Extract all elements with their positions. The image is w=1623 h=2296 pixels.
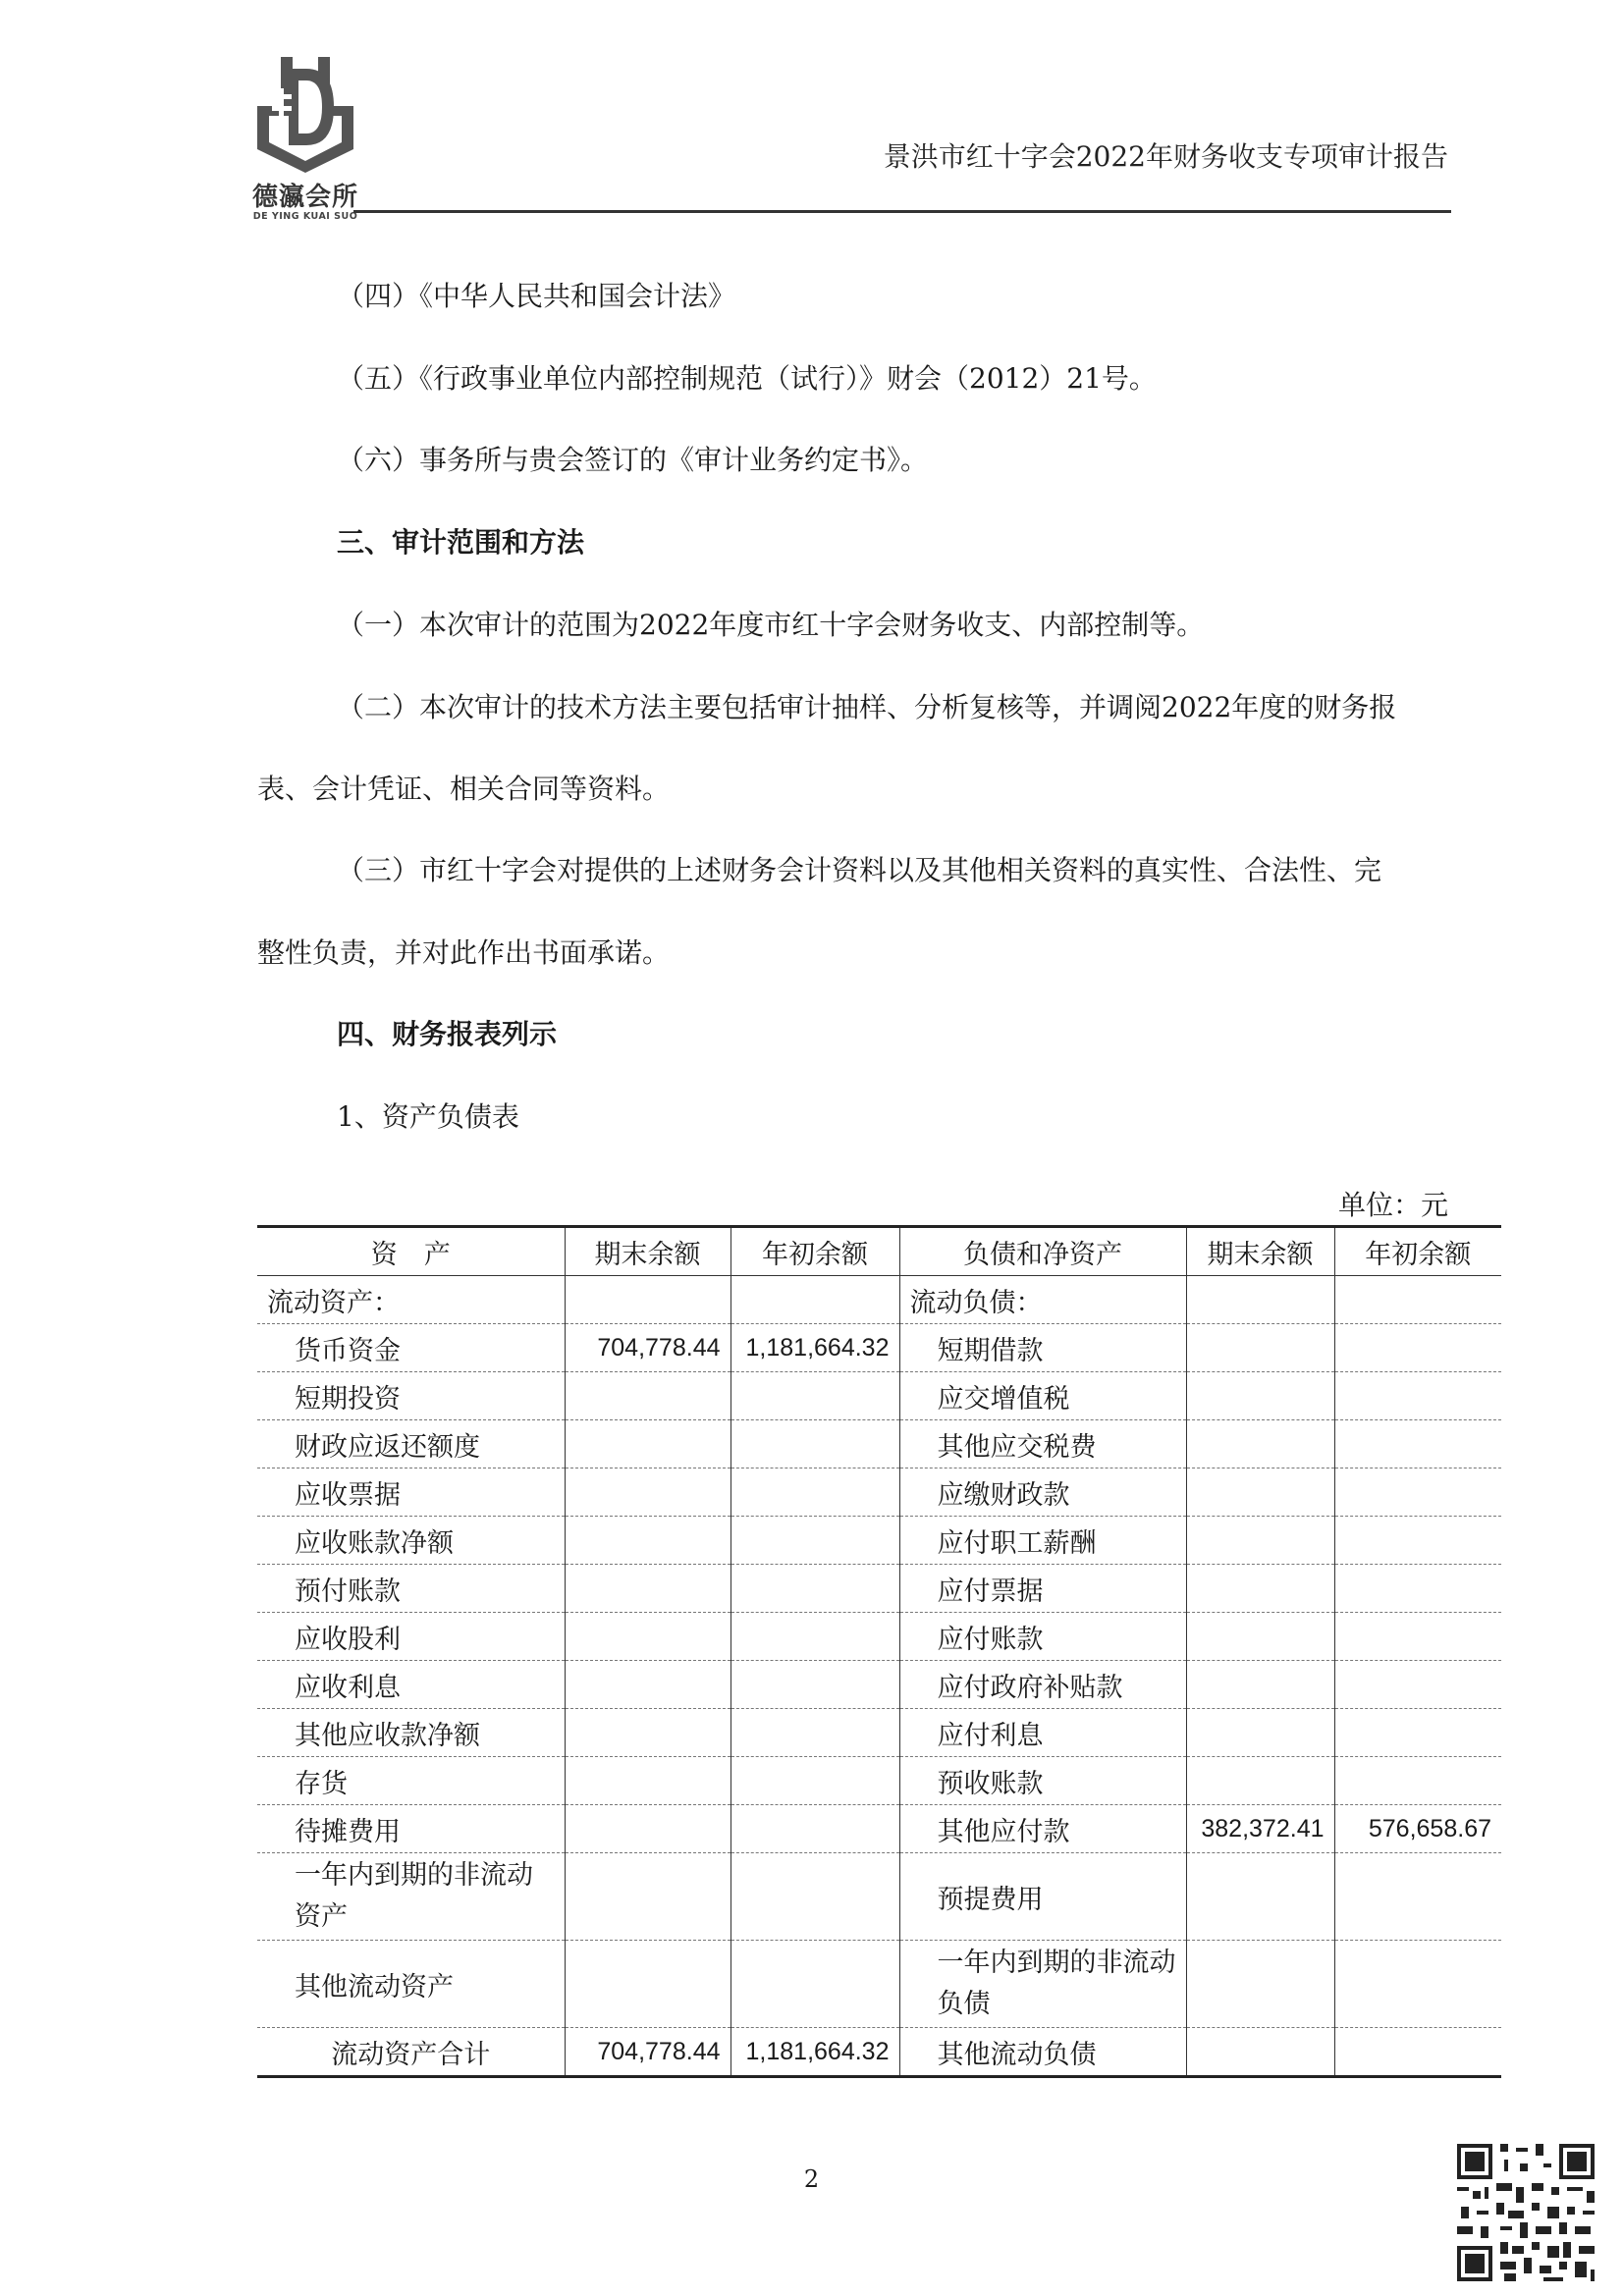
asset-begin: 1,181,664.32 xyxy=(730,1324,899,1372)
paragraph-scope-1: （一）本次审计的范围为2022年度市红十字会财务收支、内部控制等。 xyxy=(337,609,1205,641)
liability-begin xyxy=(1334,1324,1501,1372)
liability-name: 流动负债： xyxy=(899,1276,1186,1324)
asset-begin xyxy=(730,1468,899,1517)
asset-end xyxy=(565,1853,730,1941)
liability-end xyxy=(1186,1613,1334,1661)
liability-end xyxy=(1186,1468,1334,1517)
header-divider xyxy=(353,210,1451,213)
asset-name: 一年内到期的非流动资产 xyxy=(257,1853,565,1941)
asset-name: 其他流动资产 xyxy=(257,1941,565,2028)
firm-logo-mark-icon xyxy=(242,51,369,177)
table-row xyxy=(257,1757,1501,1805)
asset-end xyxy=(565,1709,730,1757)
header-assets-end-balance: 期末余额 xyxy=(565,1227,730,1276)
liability-end xyxy=(1186,1853,1334,1941)
unit-label: 单位：元 xyxy=(1337,1189,1448,1221)
liability-begin xyxy=(1334,1941,1501,2028)
liability-begin xyxy=(1334,1709,1501,1757)
liability-begin xyxy=(1334,1757,1501,1805)
asset-end: 704,778.44 xyxy=(565,1324,730,1372)
liability-name: 其他应付款 xyxy=(899,1805,1186,1853)
asset-end xyxy=(565,1613,730,1661)
header-assets: 资 产 xyxy=(257,1227,565,1276)
paragraph-basis-5: （五）《行政事业单位内部控制规范（试行）》财会（2012）21号。 xyxy=(337,362,1157,395)
table-row xyxy=(257,1853,1501,1941)
table-total-row xyxy=(257,2028,1501,2077)
firm-logo xyxy=(242,51,369,228)
liability-begin xyxy=(1334,1468,1501,1517)
liability-name: 预提费用 xyxy=(899,1853,1186,1941)
liability-begin xyxy=(1334,1613,1501,1661)
asset-name: 其他应收款净额 xyxy=(257,1709,565,1757)
table-row xyxy=(257,1941,1501,2028)
page-number: 2 xyxy=(803,2165,820,2193)
asset-begin xyxy=(730,1420,899,1468)
asset-name: 流动资产合计 xyxy=(257,2028,565,2077)
liability-name: 其他流动负债 xyxy=(899,2028,1186,2077)
liability-name: 应付政府补贴款 xyxy=(899,1661,1186,1709)
liability-end xyxy=(1186,1941,1334,2028)
table-row xyxy=(257,1372,1501,1420)
asset-begin xyxy=(730,1661,899,1709)
liability-begin xyxy=(1334,1661,1501,1709)
liability-end xyxy=(1186,1661,1334,1709)
liability-name: 预收账款 xyxy=(899,1757,1186,1805)
liability-begin xyxy=(1334,2028,1501,2077)
asset-begin xyxy=(730,1805,899,1853)
liability-end xyxy=(1186,1517,1334,1565)
asset-begin xyxy=(730,1517,899,1565)
liability-name: 应付职工薪酬 xyxy=(899,1517,1186,1565)
asset-begin xyxy=(730,1757,899,1805)
asset-end xyxy=(565,1661,730,1709)
table-header-row xyxy=(257,1227,1501,1276)
paragraph-scope-3-line1: （三）市红十字会对提供的上述财务会计资料以及其他相关资料的真实性、合法性、完 xyxy=(337,854,1382,886)
asset-begin: 1,181,664.32 xyxy=(730,2028,899,2077)
table-row xyxy=(257,1517,1501,1565)
asset-name: 货币资金 xyxy=(257,1324,565,1372)
asset-name: 财政应返还额度 xyxy=(257,1420,565,1468)
asset-begin xyxy=(730,1941,899,2028)
asset-end xyxy=(565,1517,730,1565)
liability-begin xyxy=(1334,1420,1501,1468)
asset-name: 短期投资 xyxy=(257,1372,565,1420)
table-row xyxy=(257,1661,1501,1709)
liability-begin xyxy=(1334,1853,1501,1941)
asset-end xyxy=(565,1941,730,2028)
table-row xyxy=(257,1613,1501,1661)
asset-name: 流动资产： xyxy=(257,1276,565,1324)
liability-end xyxy=(1186,1276,1334,1324)
table-row xyxy=(257,1468,1501,1517)
asset-end xyxy=(565,1372,730,1420)
paragraph-scope-2-line2: 表、会计凭证、相关合同等资料。 xyxy=(257,773,671,805)
asset-end xyxy=(565,1757,730,1805)
liability-end xyxy=(1186,1372,1334,1420)
asset-begin xyxy=(730,1565,899,1613)
liability-end xyxy=(1186,1709,1334,1757)
logo-chinese-name: 德瀛会所 xyxy=(251,183,358,212)
paragraph-scope-3-line2: 整性负责，并对此作出书面承诺。 xyxy=(257,936,671,969)
liability-begin xyxy=(1334,1517,1501,1565)
asset-begin xyxy=(730,1372,899,1420)
asset-name: 预付账款 xyxy=(257,1565,565,1613)
asset-end xyxy=(565,1565,730,1613)
asset-name: 存货 xyxy=(257,1757,565,1805)
table-row xyxy=(257,1324,1501,1372)
section-heading-statements: 四、财务报表列示 xyxy=(337,1018,558,1050)
liability-name: 其他应交税费 xyxy=(899,1420,1186,1468)
table-row xyxy=(257,1805,1501,1853)
liability-name: 短期借款 xyxy=(899,1324,1186,1372)
balance-sheet-table xyxy=(257,1225,1501,2078)
header-liabilities: 负债和净资产 xyxy=(899,1227,1186,1276)
liability-end: 382,372.41 xyxy=(1186,1805,1334,1853)
asset-end xyxy=(565,1468,730,1517)
liability-end xyxy=(1186,1324,1334,1372)
paragraph-basis-4: （四）《中华人民共和国会计法》 xyxy=(337,280,736,312)
liability-name: 应付票据 xyxy=(899,1565,1186,1613)
qr-code-icon xyxy=(1453,2140,1598,2285)
liability-name: 应付利息 xyxy=(899,1709,1186,1757)
paragraph-scope-2-line1: （二）本次审计的技术方法主要包括审计抽样、分析复核等，并调阅2022年度的财务报 xyxy=(337,691,1397,723)
asset-name: 应收利息 xyxy=(257,1661,565,1709)
asset-begin xyxy=(730,1276,899,1324)
asset-begin xyxy=(730,1613,899,1661)
liability-end xyxy=(1186,2028,1334,2077)
liability-name: 应缴财政款 xyxy=(899,1468,1186,1517)
asset-end: 704,778.44 xyxy=(565,2028,730,2077)
liability-end xyxy=(1186,1565,1334,1613)
liability-begin xyxy=(1334,1372,1501,1420)
liability-begin xyxy=(1334,1276,1501,1324)
asset-name: 待摊费用 xyxy=(257,1805,565,1853)
header-liab-end-balance: 期末余额 xyxy=(1186,1227,1334,1276)
header-assets-begin-balance: 年初余额 xyxy=(730,1227,899,1276)
asset-begin xyxy=(730,1709,899,1757)
table-row xyxy=(257,1709,1501,1757)
report-title: 景洪市红十字会2022年财务收支专项审计报告 xyxy=(883,140,1448,173)
table-row xyxy=(257,1276,1501,1324)
table-row xyxy=(257,1420,1501,1468)
asset-name: 应收账款净额 xyxy=(257,1517,565,1565)
liability-end xyxy=(1186,1420,1334,1468)
subheading-balance-sheet: 1、资产负债表 xyxy=(337,1100,519,1133)
liability-begin: 576,658.67 xyxy=(1334,1805,1501,1853)
liability-begin xyxy=(1334,1565,1501,1613)
asset-begin xyxy=(730,1853,899,1941)
liability-end xyxy=(1186,1757,1334,1805)
section-heading-scope: 三、审计范围和方法 xyxy=(337,526,585,559)
header-liab-begin-balance: 年初余额 xyxy=(1334,1227,1501,1276)
logo-english-name: DE YING KUAI SUO xyxy=(252,211,358,222)
liability-name: 应付账款 xyxy=(899,1613,1186,1661)
asset-end xyxy=(565,1805,730,1853)
asset-end xyxy=(565,1420,730,1468)
asset-end xyxy=(565,1276,730,1324)
asset-name: 应收票据 xyxy=(257,1468,565,1517)
asset-name: 应收股利 xyxy=(257,1613,565,1661)
table-row xyxy=(257,1565,1501,1613)
paragraph-basis-6: （六）事务所与贵会签订的《审计业务约定书》。 xyxy=(337,444,929,476)
liability-name: 应交增值税 xyxy=(899,1372,1186,1420)
liability-name: 一年内到期的非流动负债 xyxy=(899,1941,1186,2028)
